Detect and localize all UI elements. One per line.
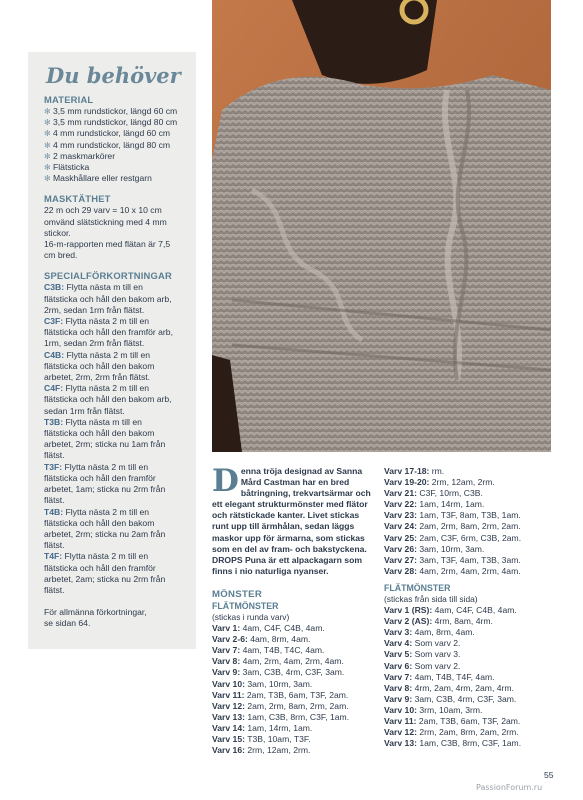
pattern-row-label: Varv 11: [384, 715, 417, 726]
material-item [44, 128, 188, 139]
pattern-row-label: Varv 16: [212, 745, 245, 756]
abbreviation-text: Flytta nästa 2 m till en [63, 316, 150, 327]
intro-dropcap: D [212, 463, 239, 499]
abbreviation-text: Flytta nästa 2 m till en [63, 506, 150, 517]
pattern-row-label: Varv 24: [384, 521, 417, 532]
abbreviation-code: T3B: [44, 416, 64, 427]
abbreviation-line [44, 439, 188, 450]
material-item-text: 3,5 mm rundstickor, längd 80 cm [53, 117, 178, 128]
star-icon: ✻ [44, 151, 51, 161]
pattern-row-label: Varv 28: [384, 565, 417, 576]
abbreviation-text: Flytta nästa 2 m till en [62, 551, 149, 562]
abbreviations-list [44, 282, 188, 596]
abbreviation-text: flätsticka och håll den framför [44, 562, 156, 573]
abbreviation-line [44, 361, 188, 372]
material-item-text: Flätsticka [53, 162, 90, 173]
pattern-row-label: Varv 26: [384, 543, 417, 554]
pattern-row-label: Varv 19-20: [384, 477, 430, 488]
material-item-text: 2 maskmarkörer [53, 150, 116, 161]
abbreviation-code: T4B: [44, 506, 64, 517]
abbreviation-code: C4F: [44, 383, 64, 394]
material-list [44, 106, 188, 184]
star-icon: ✻ [44, 107, 51, 116]
abbreviation-text: Flytta nästa m till en [63, 416, 142, 427]
footnote [44, 607, 188, 629]
sidebar-title: Du behöver [46, 63, 181, 88]
monster-title: MÖNSTER [212, 589, 263, 600]
abbreviation-line [44, 585, 188, 596]
material-item [44, 117, 188, 128]
pattern-row-text: 1am, 14rm, 1am. [416, 499, 485, 510]
pattern-row-label: Varv 15: [212, 734, 245, 745]
footnote-line: se sidan 64. [44, 618, 91, 629]
pattern-row [212, 745, 375, 756]
pattern-row [384, 649, 549, 660]
masktathet-text [44, 205, 188, 261]
pattern-row [384, 672, 549, 683]
abbreviation-text: arbetet, 2rm, 2rm från flätst. [44, 372, 151, 383]
pattern-row-text: 2am, C3F, 6rm, C3B, 2am. [416, 532, 522, 543]
material-item [44, 162, 188, 173]
pattern-row-label: Varv 10: [384, 704, 417, 715]
pattern-row [384, 694, 549, 705]
pattern-row-text: 3am, T3F, 4am, T3B, 3am. [416, 554, 521, 565]
abbreviation-line [44, 540, 188, 551]
abbreviation-code: C3F: [44, 316, 64, 327]
abbreviation-text: Flytta nästa 2 m till en [63, 383, 150, 394]
pattern-row [384, 555, 549, 566]
pattern-row [384, 521, 549, 532]
materials-sidebar [28, 52, 196, 649]
abbreviation-line [44, 294, 188, 305]
pattern-row-text: 4am, C4F, C4B, 4am. [240, 623, 325, 634]
star-icon: ✻ [44, 129, 51, 139]
pattern-row-label: Varv 27: [384, 554, 417, 565]
pattern-row [384, 638, 549, 649]
pattern-row-label: Varv 13: [212, 711, 245, 722]
abbreviation-item [44, 350, 188, 384]
pattern-row-text: 1am, C3B, 8rm, C3F, 1am. [244, 711, 350, 722]
masktathet-line: stickor. [44, 227, 71, 238]
abbreviation-text: sedan 1rm från flätst. [44, 405, 125, 416]
pattern-row-text: 1am, C3B, 8rm, C3F, 1am. [416, 738, 522, 749]
material-item-text: 4 mm rundstickor, längd 60 cm [53, 128, 171, 139]
pattern-row [384, 661, 549, 672]
abbreviation-text: flätst. [44, 495, 65, 506]
abbreviation-line [44, 372, 188, 383]
pattern-row-text: 3am, C3B, 4rm, C3F, 3am. [412, 693, 517, 704]
abbreviation-text: arbetet, 2am; sticka nu 2rm från [44, 573, 166, 584]
abbreviation-code: C4B: [44, 349, 65, 360]
pattern-row [212, 634, 375, 645]
pattern-row-text: 2rm, 2am, 8rm, 2am, 2rm. [416, 727, 519, 738]
pattern-row [384, 488, 549, 499]
pattern-row [384, 716, 549, 727]
abbreviation-code: T3F: [44, 461, 63, 472]
flatmonster-title-2: FLÄTMÖNSTER [384, 582, 451, 593]
pattern-row-label: Varv 25: [384, 532, 417, 543]
pattern-row-text: 2rm, 12am, 2rm. [244, 745, 311, 756]
pattern-row-label: Varv 8: [212, 656, 241, 667]
pattern-row [212, 656, 375, 667]
pattern-row-text: Som varv 3. [412, 649, 461, 660]
material-item [44, 140, 188, 151]
pattern-row-label: Varv 6: [384, 660, 413, 671]
star-icon: ✻ [44, 163, 51, 173]
abbreviation-text: arbetet, 2rm; sticka nu 1am från [44, 439, 166, 450]
abbreviation-item [44, 282, 188, 316]
abbreviation-text: flätsticka och håll den bakom arb, [44, 394, 172, 405]
abbreviation-line [44, 450, 188, 461]
abbreviation-code: C3B: [44, 282, 65, 293]
abbreviation-text: flätsticka och håll den bakom arb, [44, 293, 172, 304]
pattern-rows-right-bottom [384, 605, 549, 749]
pattern-row-label: Varv 1: [212, 623, 241, 634]
pattern-row-text: rm. [429, 466, 445, 476]
abbreviation-line [44, 406, 188, 417]
pattern-row-text: 3am, 10rm, 3am. [244, 678, 313, 689]
abbreviation-line [44, 428, 188, 439]
footnote-line: För allmänna förkortningar, [44, 607, 147, 618]
abbreviation-line [44, 507, 188, 518]
pattern-row-label: Varv 3: [384, 627, 413, 638]
pattern-row-text: 4rm, 8am, 4rm. [432, 616, 493, 627]
pattern-row-text: Som varv 2. [412, 660, 461, 671]
sweater-photo [212, 0, 551, 452]
pattern-row-label: Varv 17-18: [384, 466, 430, 476]
pattern-row [212, 667, 375, 678]
abbreviation-text: flätsticka och håll den framför [44, 472, 156, 483]
abbreviation-item [44, 316, 188, 350]
pattern-row [212, 623, 375, 634]
abbreviation-text: flätsticka och håll den bakom [44, 360, 155, 371]
abbreviation-line [44, 484, 188, 495]
material-item [44, 173, 188, 184]
pattern-row [384, 544, 549, 555]
pattern-row-label: Varv 12: [212, 700, 245, 711]
abbreviation-line [44, 518, 188, 529]
pattern-row-label: Varv 7: [212, 645, 241, 656]
pattern-row [384, 727, 549, 738]
pattern-row-text: 3am, 10rm, 3am. [416, 543, 485, 554]
pattern-row-label: Varv 7: [384, 671, 413, 682]
pattern-row-text: 3rm, 10am, 3rm. [416, 704, 483, 715]
pattern-row [384, 627, 549, 638]
abbreviation-text: flätsticka och håll den framför arb, [44, 327, 173, 338]
abbreviation-text: arbetet, 1am; sticka nu 2rm från [44, 484, 166, 495]
abbreviation-code: T4F: [44, 551, 63, 562]
pattern-row-text: 2rm, 12am, 2rm. [429, 477, 495, 488]
abbreviation-text: Flytta nästa 2 m till en [64, 349, 151, 360]
abbreviations-title: SPECIALFÖRKORTNINGAR [44, 270, 172, 282]
abbreviation-text: flätst. [44, 450, 65, 461]
watermark: PassionForum.ru [476, 783, 543, 792]
pattern-row [212, 712, 375, 723]
star-icon: ✻ [44, 174, 51, 184]
pattern-row [212, 734, 375, 745]
abbreviation-text: Flytta nästa m till en [64, 282, 143, 293]
pattern-row-text: 1am, 14rm, 1am. [244, 722, 313, 733]
pattern-row-text: 2am, T3B, 6am, T3F, 2am. [244, 689, 349, 700]
abbreviation-item [44, 383, 188, 417]
pattern-row-text: 4am, T4B, T4C, 4am. [240, 645, 325, 656]
abbreviation-text: 2rm, sedan 1rm från flätst. [44, 304, 145, 315]
pattern-row-label: Varv 9: [384, 693, 413, 704]
abbreviation-item [44, 462, 188, 507]
pattern-row-label: Varv 10: [212, 678, 245, 689]
pattern-row-text: 4am, C4F, C4B, 4am. [432, 605, 517, 616]
pattern-row-text: 3am, C3B, 4rm, C3F, 3am. [240, 667, 345, 678]
pattern-row-text: 2am, 2rm, 8am, 2rm, 2am. [244, 700, 349, 711]
pattern-row-label: Varv 2-6: [212, 634, 248, 645]
material-item-text: 4 mm rundstickor, längd 80 cm [53, 139, 171, 150]
abbreviation-line [44, 338, 188, 349]
abbreviation-line [44, 417, 188, 428]
pattern-row-label: Varv 1 (RS): [384, 605, 433, 616]
abbreviation-text: flätst. [44, 540, 65, 551]
pattern-row [212, 723, 375, 734]
pattern-row-text: 4am, 2rm, 4am, 2rm, 4am. [240, 656, 344, 667]
abbreviation-line [44, 495, 188, 506]
intro-text: enna tröja designad av Sanna Mård Castman har en bred båtringning, trekvartsärmar och ett elegant strukturmönster med flätor och rätstickade kanter. Livet stickas runt upp till ärmhålan, sedan läggs maskor upp för ärmarna, som stickas som en del av fram- och bakstyckena. DROPS Puna är ett alpackagarn som finns i nio naturliga nyanser. [212, 466, 371, 576]
pattern-row-text: 4am, 2rm, 4am, 2rm, 4am. [416, 565, 521, 576]
abbreviation-line [44, 529, 188, 540]
pattern-row [384, 566, 549, 577]
masktathet-line: 16-m-rapporten med flätan är 7,5 [44, 239, 171, 250]
pattern-row-label: Varv 4: [384, 638, 413, 649]
intro-paragraph [212, 463, 375, 577]
pattern-column-left [212, 589, 375, 756]
abbreviation-line [44, 574, 188, 585]
masktathet-line: cm bred. [44, 250, 78, 261]
pattern-row-text: 4am, 8rm, 4am. [247, 634, 311, 645]
pattern-row-label: Varv 21: [384, 488, 417, 499]
pattern-row [384, 738, 549, 749]
pattern-row-label: Varv 11: [212, 689, 245, 700]
pattern-row [384, 605, 549, 616]
material-item-text: 3,5 mm rundstickor, längd 60 cm [53, 106, 178, 116]
masktathet-title: MASKTÄTHET [44, 193, 111, 205]
pattern-row [384, 499, 549, 510]
page-number: 55 [544, 770, 554, 780]
abbreviation-line [44, 350, 188, 361]
pattern-column-right [384, 466, 549, 749]
abbreviation-line [44, 282, 188, 293]
pattern-row-label: Varv 9: [212, 667, 241, 678]
star-icon: ✻ [44, 118, 51, 128]
pattern-note-1: (stickas i runda varv) [212, 612, 290, 622]
abbreviation-text: flätsticka och håll den bakom [44, 517, 155, 528]
pattern-row-text: 4rm, 2am, 4rm, 2am, 4rm. [412, 682, 514, 693]
abbreviation-line [44, 394, 188, 405]
pattern-row-label: Varv 22: [384, 499, 417, 510]
pattern-row [384, 510, 549, 521]
abbreviation-line [44, 551, 188, 562]
pattern-row-text: 2am, 2rm, 8am, 2rm, 2am. [416, 521, 521, 532]
pattern-row-text: 2am, T3B, 6am, T3F, 2am. [416, 715, 521, 726]
material-item [44, 151, 188, 162]
abbreviation-item [44, 551, 188, 596]
pattern-rows-left [212, 623, 375, 756]
flatmonster-title-1: FLÄTMÖNSTER [212, 601, 279, 611]
pattern-row [384, 705, 549, 716]
pattern-row-text: 4am, 8rm, 4am. [412, 627, 475, 638]
pattern-row [384, 616, 549, 627]
pattern-row [212, 701, 375, 712]
pattern-row-label: Varv 5: [384, 649, 413, 660]
material-item-text: Maskhållare eller restgarn [53, 173, 152, 184]
abbreviation-text: flätsticka och håll den bakom [44, 428, 155, 439]
pattern-row-text: C3F, 10rm, C3B. [416, 488, 483, 499]
abbreviation-line [44, 383, 188, 394]
pattern-row-label: Varv 12: [384, 727, 417, 738]
pattern-row-text: Som varv 2. [412, 638, 461, 649]
pattern-row [384, 533, 549, 544]
pattern-row-text: T3B, 10am, T3F. [244, 734, 311, 745]
pattern-row [212, 690, 375, 701]
abbreviation-item [44, 507, 188, 552]
abbreviation-item [44, 417, 188, 462]
abbreviation-text: 1rm, sedan 2rm från flätst. [44, 338, 145, 349]
abbreviation-text: arbetet, 2rm; sticka nu 2am från [44, 528, 166, 539]
pattern-row [212, 679, 375, 690]
masktathet-line: 22 m och 29 varv = 10 x 10 cm [44, 205, 162, 216]
abbreviation-line [44, 316, 188, 327]
abbreviation-line [44, 327, 188, 338]
masktathet-line: omvänd slätstickning med 4 mm [44, 216, 167, 227]
star-icon: ✻ [44, 140, 51, 150]
pattern-row [212, 645, 375, 656]
abbreviation-line [44, 473, 188, 484]
abbreviation-line [44, 462, 188, 473]
pattern-note-2: (stickas från sida till sida) [384, 593, 478, 604]
pattern-row-label: Varv 23: [384, 510, 417, 521]
pattern-row [384, 466, 549, 477]
abbreviation-text: flätst. [44, 584, 65, 595]
pattern-row-label: Varv 14: [212, 722, 245, 733]
pattern-row-text: 1am, T3F, 8am, T3B, 1am. [416, 510, 521, 521]
abbreviation-line [44, 563, 188, 574]
pattern-row-label: Varv 13: [384, 738, 417, 749]
material-item [44, 106, 188, 117]
pattern-rows-right-top [384, 466, 549, 577]
abbreviation-text: Flytta nästa 2 m till en [62, 461, 149, 472]
pattern-row-label: Varv 2 (AS): [384, 616, 433, 627]
pattern-row-label: Varv 8: [384, 682, 413, 693]
pattern-row [384, 477, 549, 488]
pattern-row-text: 4am, T4B, T4F, 4am. [412, 671, 495, 682]
material-title: MATERIAL [44, 94, 94, 105]
abbreviation-line [44, 305, 188, 316]
pattern-row [384, 683, 549, 694]
